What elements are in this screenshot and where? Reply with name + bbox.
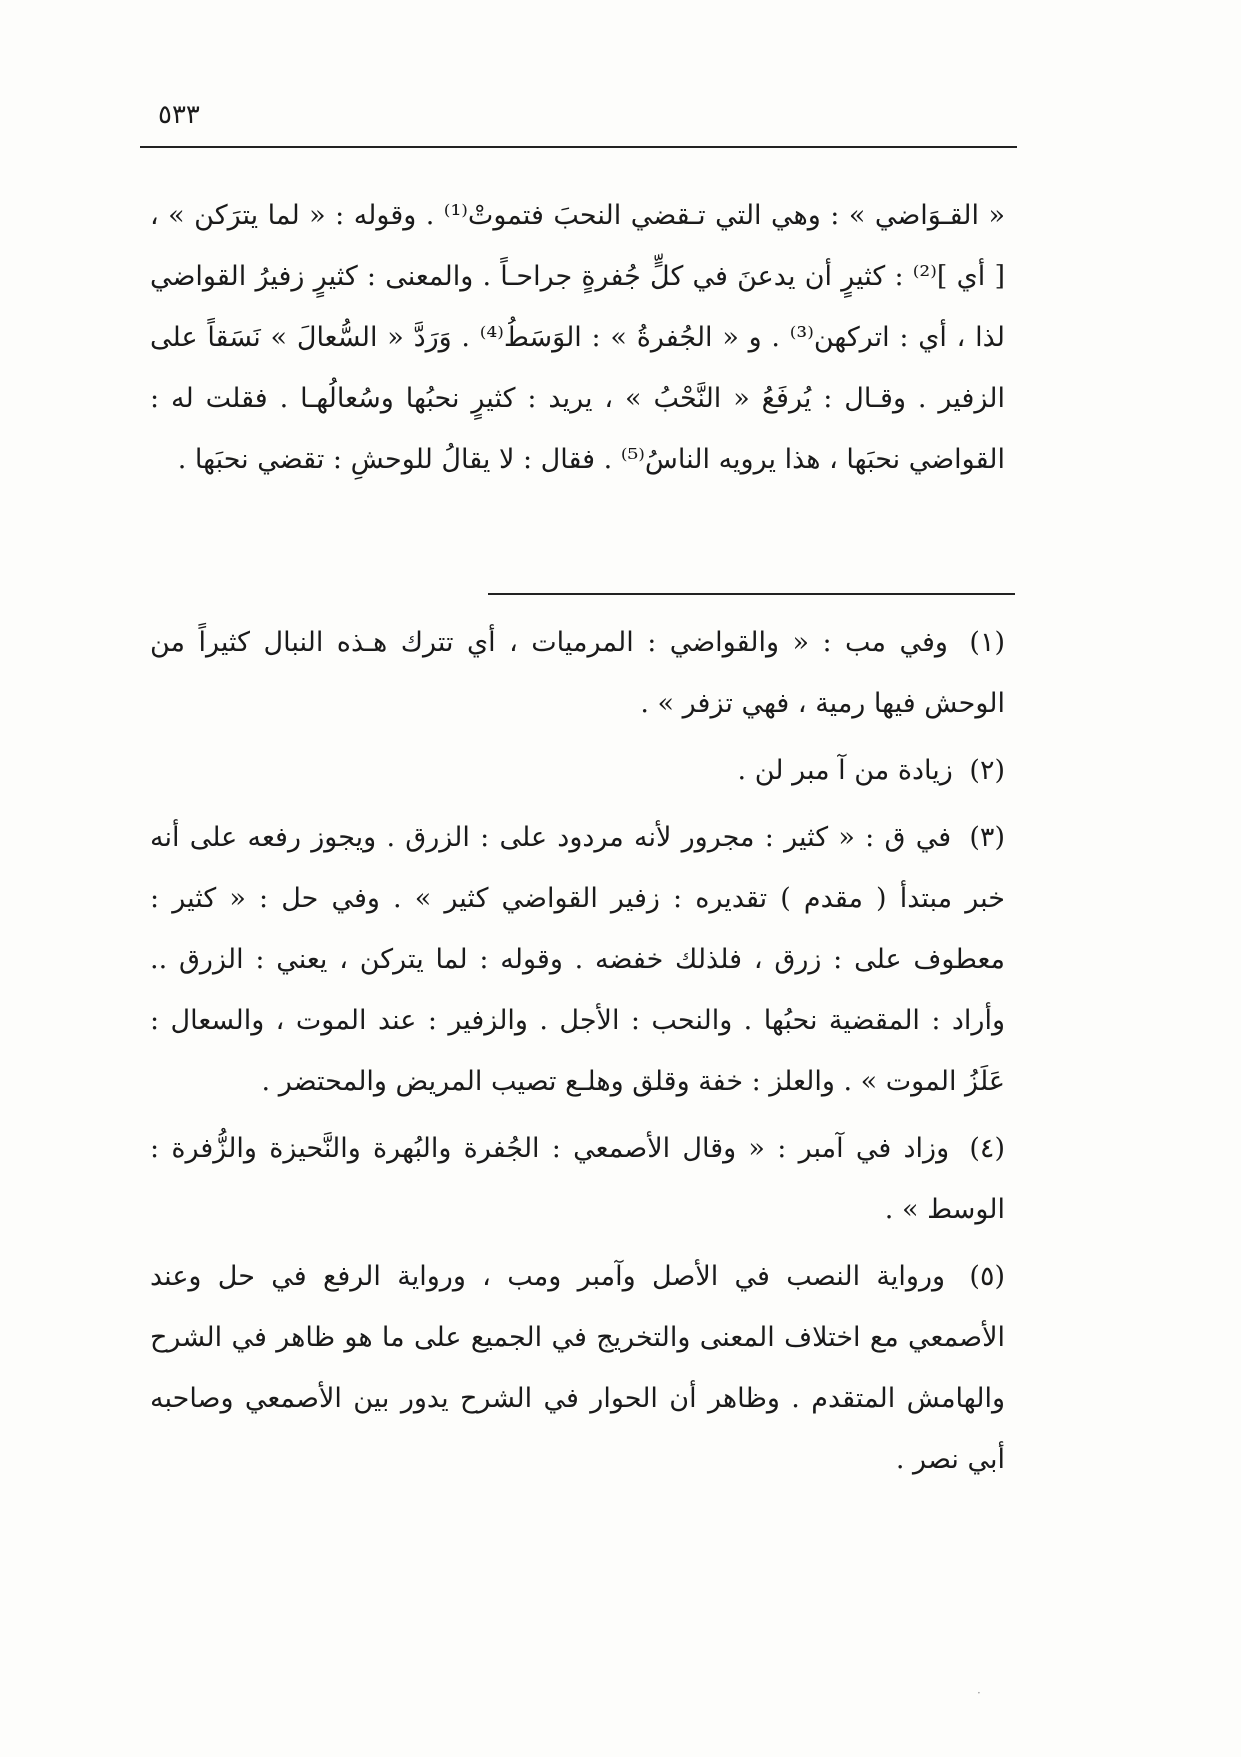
footnote-text: زيادة من آ مبر لن .: [737, 755, 953, 786]
footnote-number: (٤): [969, 1133, 1005, 1164]
footnote-text: وزاد في آمبر : « وقال الأصمعي : الجُفرة والبُهرة والنَّحيزة والزُّفرة : الوسط » .: [150, 1133, 1005, 1225]
main-text: [150, 185, 1005, 490]
header-rule: [140, 146, 1017, 148]
footnote-number: (٢): [969, 755, 1005, 786]
footnote-number: (٥): [969, 1261, 1005, 1292]
footnote-number: (١): [969, 627, 1005, 658]
footnotes: [150, 612, 1005, 1496]
footnote-2: [150, 740, 1005, 801]
main-paragraph: « القـوَاضي » : وهي التي تـقضي النحبَ فتموتْ⁽¹⁾ . وقوله : « لما يترَكن » ، [ أي ]⁽²⁾ : كثيرٍ أن يدعنَ في كلٍّ جُفرةٍ جراحـاً . والمعنى : كثيرٍ زفيرُ القواضي لذا ، أي : اتركهن⁽³⁾ . و « الجُفرةُ » : الوَسَطُ⁽⁴⁾ . وَرَدَّ « السُّعالَ » نَسَقاً على الزفير . وقـال : يُرفَعُ « النَّحْبُ » ، يريد : كثيرٍ نحبُها وسُعالُهـا . فقلت له : القواضي نحبَها ، هذا يرويه الناسُ⁽⁵⁾ . فقال : لا يقالُ للوحشِ : تقضي نحبَها .: [150, 200, 1005, 475]
footnote-text: في ق : « كثير : مجرور لأنه مردود على : الزرق . ويجوز رفعه على أنه خبر مبتدأ ( مقدم ) تقديره : زفير القواضي كثير » . وفي حل : « كثير : معطوف على : زرق ، فلذلك خفضه . وقوله : لما يتركن ، يعني : الزرق .. وأراد : المقضية نحبُها . والنحب : الأجل . والزفير : عند الموت ، والسعال : عَلَزُ الموت » . والعلز : خفة وقلق وهلـع تصيب المريض والمحتضر .: [150, 822, 1005, 1097]
footnote-separator: [488, 593, 1015, 595]
page-number: ٥٣٣: [158, 100, 200, 130]
footnote-4: [150, 1118, 1005, 1240]
footnote-3: [150, 807, 1005, 1112]
scan-speck: ·: [977, 1686, 981, 1700]
footnote-number: (٣): [969, 822, 1005, 853]
footnote-5: [150, 1246, 1005, 1490]
footnote-text: ورواية النصب في الأصل وآمبر ومب ، ورواية الرفع في حل وعند الأصمعي مع اختلاف المعنى والتخريج في الجميع على ما هو ظاهر في الشرح والهامش المتقدم . وظاهر أن الحوار في الشرح يدور بين الأصمعي وصاحبه أبي نصر .: [150, 1261, 1005, 1475]
footnote-text: وفي مب : « والقواضي : المرميات ، أي تترك هـذه النبال كثيراً من الوحش فيها رمية ، فهي تزفر » .: [150, 627, 1005, 719]
footnote-1: [150, 612, 1005, 734]
